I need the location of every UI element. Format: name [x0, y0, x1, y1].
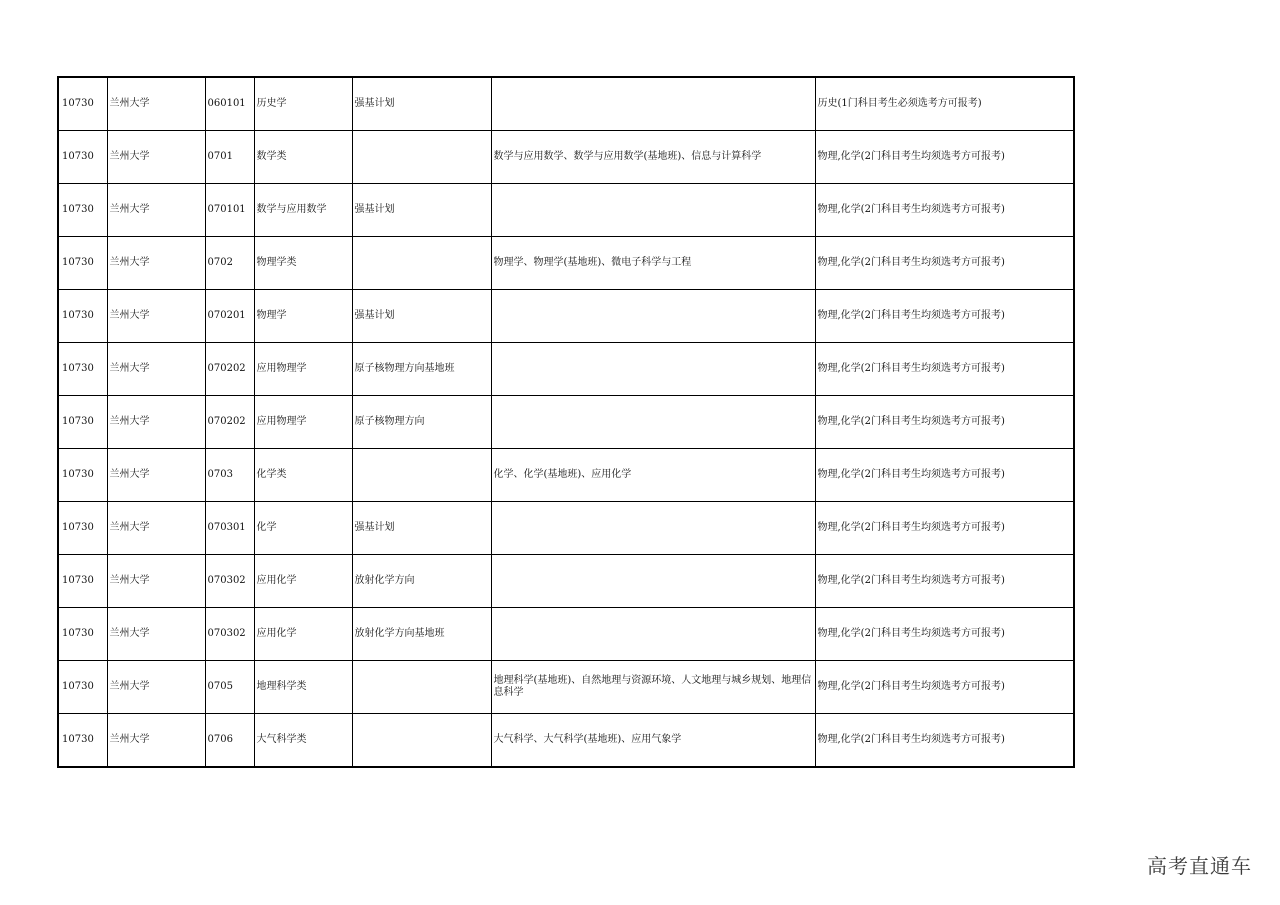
subject-requirement-cell: 历史(1门科目考生必须选考方可报考)	[815, 77, 1074, 131]
table-row	[58, 184, 1074, 237]
major-code-cell: 070101	[205, 184, 254, 237]
included-majors-cell: 大气科学、大气科学(基地班)、应用气象学	[491, 714, 815, 768]
school-code-cell: 10730	[58, 714, 107, 768]
major-name-cell: 物理学	[254, 290, 352, 343]
major-name-cell: 应用物理学	[254, 396, 352, 449]
major-name-cell: 化学类	[254, 449, 352, 502]
subject-requirement-cell: 物理,化学(2门科目考生均须选考方可报考)	[815, 237, 1074, 290]
school-code-cell: 10730	[58, 449, 107, 502]
school-code-cell: 10730	[58, 396, 107, 449]
major-note-cell	[352, 661, 491, 714]
school-code-cell: 10730	[58, 237, 107, 290]
major-code-cell: 0702	[205, 237, 254, 290]
school-name-cell: 兰州大学	[107, 290, 205, 343]
subject-requirement-cell: 物理,化学(2门科目考生均须选考方可报考)	[815, 131, 1074, 184]
admission-table-body	[58, 77, 1074, 767]
school-code-cell: 10730	[58, 77, 107, 131]
major-code-cell: 070202	[205, 396, 254, 449]
major-note-cell: 强基计划	[352, 184, 491, 237]
school-name-cell: 兰州大学	[107, 77, 205, 131]
major-code-cell: 070202	[205, 343, 254, 396]
subject-requirement-cell: 物理,化学(2门科目考生均须选考方可报考)	[815, 396, 1074, 449]
major-name-cell: 化学	[254, 502, 352, 555]
watermark-text: 高考直通车	[1147, 854, 1252, 878]
school-name-cell: 兰州大学	[107, 131, 205, 184]
school-code-cell: 10730	[58, 502, 107, 555]
included-majors-cell	[491, 290, 815, 343]
school-code-cell: 10730	[58, 290, 107, 343]
included-majors-cell	[491, 555, 815, 608]
major-note-cell	[352, 449, 491, 502]
major-note-cell	[352, 714, 491, 768]
major-name-cell: 应用物理学	[254, 343, 352, 396]
table-row	[58, 343, 1074, 396]
major-note-cell: 放射化学方向	[352, 555, 491, 608]
table-row	[58, 77, 1074, 131]
major-name-cell: 地理科学类	[254, 661, 352, 714]
included-majors-cell	[491, 396, 815, 449]
subject-requirement-cell: 物理,化学(2门科目考生均须选考方可报考)	[815, 608, 1074, 661]
major-note-cell: 原子核物理方向	[352, 396, 491, 449]
major-note-cell: 强基计划	[352, 502, 491, 555]
major-name-cell: 历史学	[254, 77, 352, 131]
major-note-cell: 强基计划	[352, 290, 491, 343]
major-code-cell: 060101	[205, 77, 254, 131]
table-row	[58, 396, 1074, 449]
subject-requirement-cell: 物理,化学(2门科目考生均须选考方可报考)	[815, 184, 1074, 237]
included-majors-cell	[491, 502, 815, 555]
major-note-cell: 原子核物理方向基地班	[352, 343, 491, 396]
included-majors-cell	[491, 184, 815, 237]
school-name-cell: 兰州大学	[107, 184, 205, 237]
table-row	[58, 131, 1074, 184]
major-code-cell: 070302	[205, 555, 254, 608]
school-name-cell: 兰州大学	[107, 661, 205, 714]
school-code-cell: 10730	[58, 184, 107, 237]
school-code-cell: 10730	[58, 343, 107, 396]
included-majors-cell: 数学与应用数学、数学与应用数学(基地班)、信息与计算科学	[491, 131, 815, 184]
school-name-cell: 兰州大学	[107, 449, 205, 502]
subject-requirement-cell: 物理,化学(2门科目考生均须选考方可报考)	[815, 555, 1074, 608]
major-code-cell: 0701	[205, 131, 254, 184]
table-row	[58, 237, 1074, 290]
table-row	[58, 608, 1074, 661]
school-code-cell: 10730	[58, 608, 107, 661]
major-code-cell: 0705	[205, 661, 254, 714]
major-name-cell: 大气科学类	[254, 714, 352, 768]
table-row	[58, 661, 1074, 714]
major-note-cell: 强基计划	[352, 77, 491, 131]
major-name-cell: 数学类	[254, 131, 352, 184]
included-majors-cell: 化学、化学(基地班)、应用化学	[491, 449, 815, 502]
major-name-cell: 应用化学	[254, 608, 352, 661]
school-name-cell: 兰州大学	[107, 396, 205, 449]
major-name-cell: 应用化学	[254, 555, 352, 608]
included-majors-cell	[491, 343, 815, 396]
subject-requirement-cell: 物理,化学(2门科目考生均须选考方可报考)	[815, 714, 1074, 768]
subject-requirement-cell: 物理,化学(2门科目考生均须选考方可报考)	[815, 502, 1074, 555]
subject-requirement-cell: 物理,化学(2门科目考生均须选考方可报考)	[815, 290, 1074, 343]
admission-table	[57, 76, 1075, 768]
major-name-cell: 数学与应用数学	[254, 184, 352, 237]
table-row	[58, 555, 1074, 608]
school-code-cell: 10730	[58, 661, 107, 714]
school-name-cell: 兰州大学	[107, 237, 205, 290]
table-row	[58, 290, 1074, 343]
school-name-cell: 兰州大学	[107, 502, 205, 555]
included-majors-cell: 物理学、物理学(基地班)、微电子科学与工程	[491, 237, 815, 290]
major-code-cell: 070302	[205, 608, 254, 661]
major-code-cell: 070301	[205, 502, 254, 555]
subject-requirement-cell: 物理,化学(2门科目考生均须选考方可报考)	[815, 661, 1074, 714]
major-code-cell: 070201	[205, 290, 254, 343]
school-name-cell: 兰州大学	[107, 555, 205, 608]
major-note-cell: 放射化学方向基地班	[352, 608, 491, 661]
subject-requirement-cell: 物理,化学(2门科目考生均须选考方可报考)	[815, 343, 1074, 396]
included-majors-cell	[491, 608, 815, 661]
major-code-cell: 0703	[205, 449, 254, 502]
table-row	[58, 449, 1074, 502]
school-name-cell: 兰州大学	[107, 714, 205, 768]
subject-requirement-cell: 物理,化学(2门科目考生均须选考方可报考)	[815, 449, 1074, 502]
major-note-cell	[352, 237, 491, 290]
table-row	[58, 714, 1074, 768]
school-name-cell: 兰州大学	[107, 608, 205, 661]
school-code-cell: 10730	[58, 131, 107, 184]
school-code-cell: 10730	[58, 555, 107, 608]
major-name-cell: 物理学类	[254, 237, 352, 290]
major-note-cell	[352, 131, 491, 184]
school-name-cell: 兰州大学	[107, 343, 205, 396]
included-majors-cell	[491, 77, 815, 131]
included-majors-cell: 地理科学(基地班)、自然地理与资源环境、人文地理与城乡规划、地理信息科学	[491, 661, 815, 714]
major-code-cell: 0706	[205, 714, 254, 768]
table-row	[58, 502, 1074, 555]
